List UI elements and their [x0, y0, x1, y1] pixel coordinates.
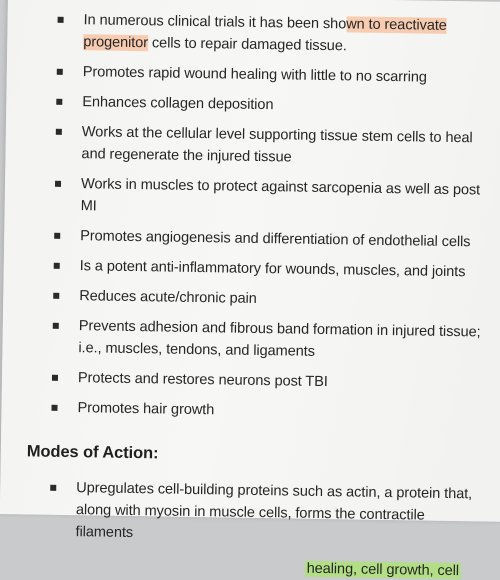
list-item — [25, 476, 482, 549]
list-item-text: Enhances collagen deposition — [82, 94, 274, 114]
list-item-text: Prevents adhesion and fibrous band formation in injured tissue; i.e., muscles, tendons, and ligaments — [78, 318, 481, 360]
list-item-text: Promotes hair growth — [77, 400, 215, 419]
list-item — [29, 284, 485, 313]
bullet-icon — [55, 181, 61, 187]
bullet-icon — [50, 485, 56, 491]
highlighted-text: wn to reactivate progenitor — [83, 16, 447, 52]
list-item — [30, 254, 486, 283]
list-item-text: In numerous clinical trials it has been sho — [83, 12, 347, 33]
bullet-icon — [56, 99, 62, 105]
modes-list — [25, 476, 482, 549]
list-item-text: Is a potent anti-inflammatory for wounds, muscles, and joints — [79, 258, 466, 281]
list-item — [31, 120, 488, 171]
list-item — [31, 172, 488, 223]
benefits-list — [27, 8, 489, 425]
list-item-text: Reduces acute/chronic pain — [79, 288, 257, 307]
bullet-icon — [53, 323, 59, 329]
bullet-icon — [51, 405, 57, 411]
bullet-icon — [58, 17, 64, 23]
document-content — [25, 8, 490, 579]
section-heading: Modes of Action: — [26, 442, 159, 463]
list-item-text: Promotes angiogenesis and differentiation of endothelial cells — [80, 228, 471, 251]
list-item — [27, 396, 483, 425]
bullet-icon — [53, 293, 59, 299]
list-item — [28, 314, 485, 365]
bullet-icon — [54, 263, 60, 269]
list-item-text: Works in muscles to protect against sarcopenia as well as post MI — [80, 176, 481, 215]
list-item-text: Protects and restores neurons post TBI — [77, 370, 328, 391]
bullet-icon — [52, 375, 58, 381]
bullet-icon — [56, 129, 62, 135]
list-item — [30, 224, 486, 253]
partial-line — [25, 550, 481, 579]
highlighted-text: healing, cell growth, cell — [306, 560, 460, 580]
list-item — [33, 8, 490, 59]
bullet-icon — [57, 69, 63, 75]
list-item — [33, 60, 489, 89]
list-item-text-continued: cells to repair damaged tissue. — [147, 35, 347, 55]
list-item-text: Upregulates cell-building proteins such as actin, a protein that, along with myosin in muscle cells, forms the contractile filaments — [75, 480, 473, 542]
list-item — [28, 366, 484, 395]
list-item — [32, 90, 488, 119]
list-item-text: Promotes rapid wound healing with little to no scarring — [82, 64, 427, 86]
bullet-icon — [54, 233, 60, 239]
list-item-text: Works at the cellular level supporting tissue stem cells to heal and regenerate the injured tissue — [81, 124, 473, 166]
